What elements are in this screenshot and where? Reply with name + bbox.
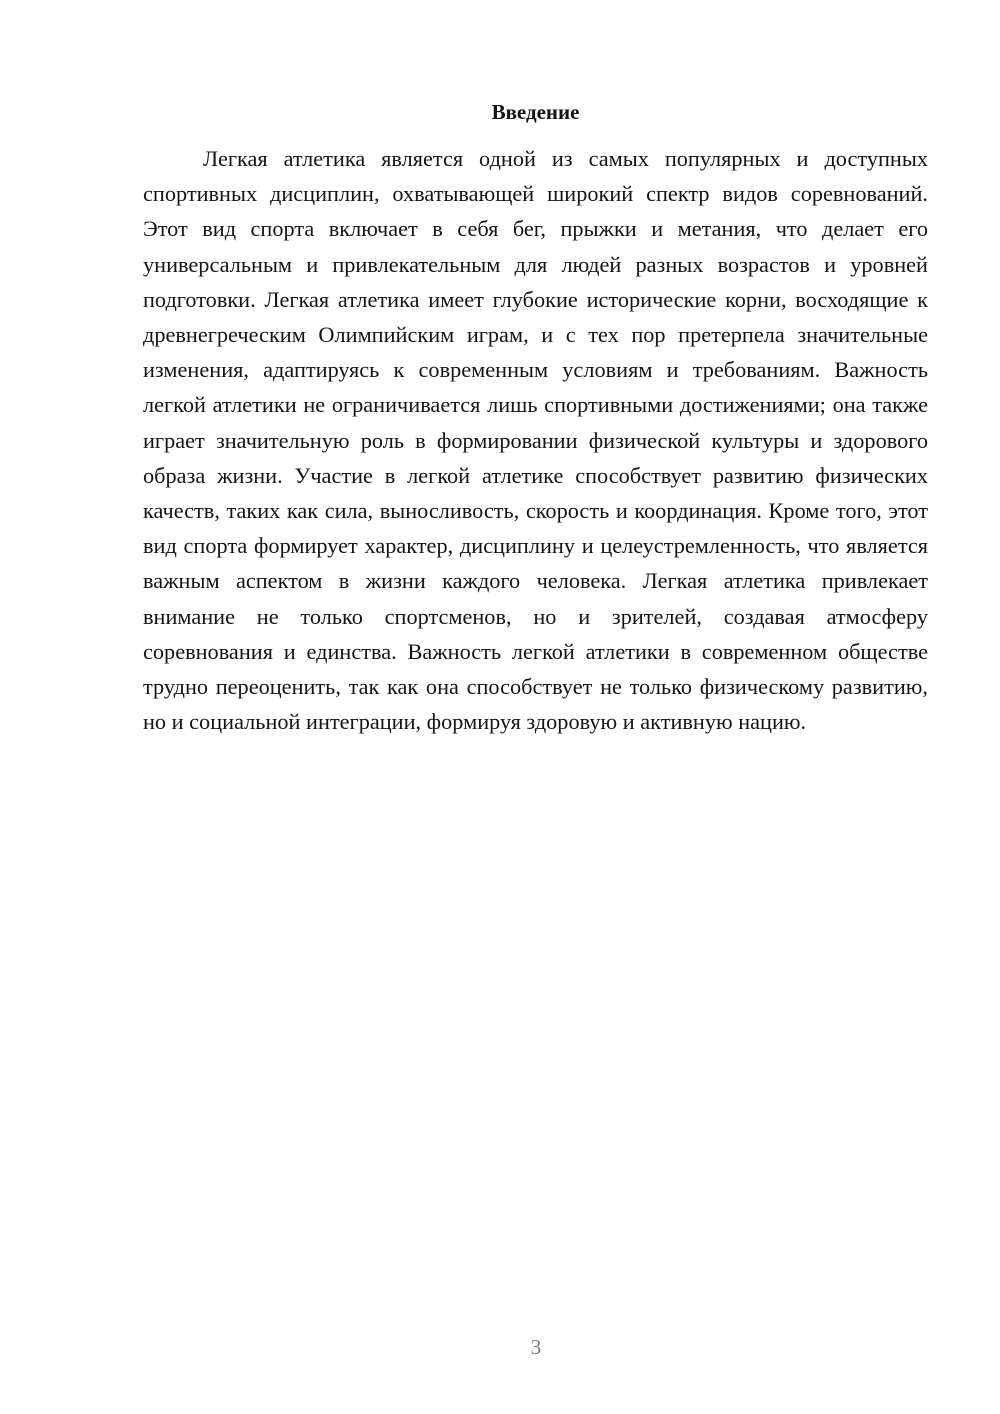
body-paragraph: Легкая атлетика является одной из самых популярных и доступных спортивных дисциплин, охватывающей широкий спектр видов соревнований. Этот вид спорта включает в себя бег, прыжки и метания, что делает его универсальным и привлекательным для людей разных возрастов и уровней подготовки. Легкая атлетика имеет глубокие исторические корни, восходящие к древнегреческим Олимпийским играм, и с тех пор претерпела значительные изменения, адаптируясь к современным условиям и требованиям. Важность легкой атлетики не ограничивается лишь спортивными достижениями; она также играет значительную роль в формировании физической культуры и здорового образа жизни. Участие в легкой атлетике способствует развитию физических качеств, таких как сила, выносливость, скорость и координация. Кроме того, этот вид спорта формирует характер, дисциплину и целеустремленность, что является важным аспектом в жизни каждого человека. Легкая атлетика привлекает внимание не только спортсменов, но и зрителей, создавая атмосферу соревнования и единства. Важность легкой атлетики в современном обществе трудно переоценить, так как она способствует не только физическому развитию, но и социальной интеграции, формируя здоровую и активную нацию. <box>143 146 928 735</box>
section-heading: Введение <box>491 100 580 124</box>
page-number: 3 <box>530 1335 542 1359</box>
